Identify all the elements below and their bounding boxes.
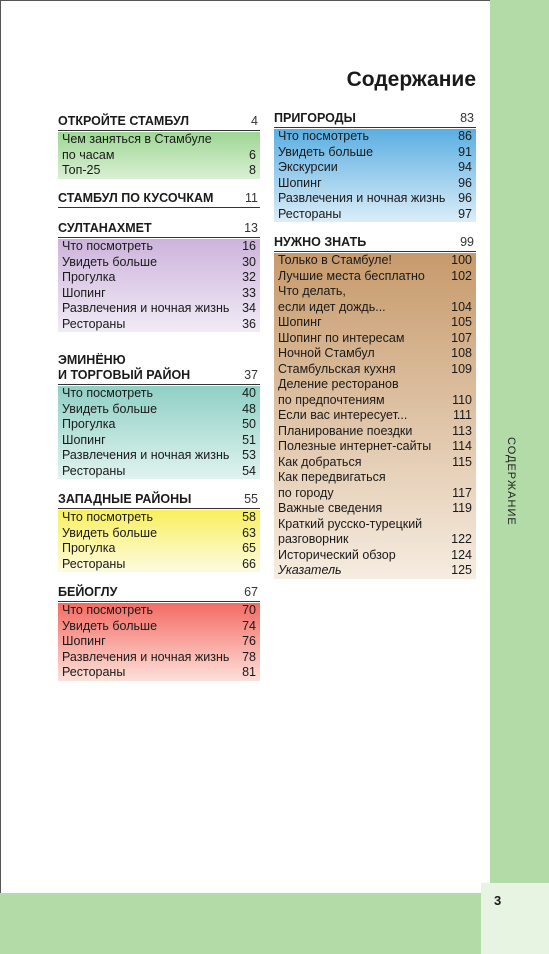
toc-entry-label: Развлечения и ночная жизнь <box>62 649 230 664</box>
toc-entry[interactable] <box>274 377 476 408</box>
toc-entry-page: 109 <box>451 361 472 376</box>
toc-entry[interactable] <box>274 176 476 192</box>
toc-entry[interactable] <box>274 470 476 501</box>
toc-entry[interactable] <box>58 557 260 573</box>
toc-entry[interactable] <box>58 665 260 681</box>
section-page-number: 99 <box>460 235 474 249</box>
toc-entry[interactable] <box>274 145 476 161</box>
toc-entry[interactable] <box>274 548 476 564</box>
section-item-list <box>58 510 260 572</box>
toc-entry[interactable] <box>58 619 260 635</box>
toc-entry-page: 102 <box>451 268 472 283</box>
toc-entry-page: 50 <box>242 417 256 431</box>
toc-entry-label: Прогулка <box>62 541 116 555</box>
toc-entry-page: 66 <box>242 556 256 571</box>
toc-entry[interactable] <box>274 439 476 455</box>
toc-entry-label: Увидеть больше <box>62 618 158 633</box>
toc-entry[interactable] <box>274 284 476 315</box>
toc-entry-label: Шопинг <box>278 315 322 329</box>
toc-entry-page: 117 <box>452 485 472 500</box>
toc-entry[interactable] <box>58 634 260 650</box>
toc-entry-page: 54 <box>242 463 256 478</box>
toc-entry-label: Рестораны <box>62 556 126 571</box>
toc-entry[interactable] <box>58 270 260 286</box>
toc-entry-label: Увидеть больше <box>62 401 158 416</box>
toc-entry-page: 91 <box>458 144 472 159</box>
toc-entry-label: Если вас интересует... <box>278 408 408 422</box>
section-item-list <box>274 129 476 222</box>
toc-entry[interactable] <box>58 386 260 402</box>
toc-entry[interactable] <box>58 526 260 542</box>
toc-entry[interactable] <box>58 255 260 271</box>
toc-entry-label: Что посмотреть <box>62 510 154 524</box>
toc-entry-label: Рестораны <box>62 463 126 478</box>
section-title: ПРИГОРОДЫ <box>274 111 356 125</box>
toc-entry-label: Экскурсии <box>278 160 338 174</box>
toc-entry-label: Деление ресторанов по предпочтениям <box>278 377 399 407</box>
section-title: НУЖНО ЗНАТЬ <box>274 235 367 249</box>
toc-entry[interactable] <box>274 455 476 471</box>
toc-entry-page: 122 <box>451 532 472 546</box>
toc-entry-page: 125 <box>451 563 472 577</box>
toc-entry[interactable] <box>58 448 260 464</box>
toc-entry[interactable] <box>274 563 476 579</box>
toc-section <box>58 191 260 208</box>
section-page-number: 83 <box>460 111 474 125</box>
toc-entry-label: Увидеть больше <box>62 254 158 269</box>
toc-entry-label: Полезные интернет-сайты <box>278 439 432 453</box>
toc-section <box>58 221 260 332</box>
toc-entry-page: 86 <box>458 129 472 143</box>
toc-entry[interactable] <box>274 362 476 378</box>
section-page-number: 55 <box>244 492 258 506</box>
toc-entry-label: Как добраться <box>278 454 362 469</box>
section-title: СУЛТАНАХМЕТ <box>58 221 152 235</box>
section-item-list <box>58 239 260 332</box>
toc-section <box>274 235 476 579</box>
toc-entry[interactable] <box>274 424 476 440</box>
toc-entry-page: 48 <box>242 401 256 416</box>
toc-entry[interactable] <box>274 346 476 362</box>
toc-entry-page: 63 <box>242 525 256 540</box>
toc-entry-page: 16 <box>242 239 256 253</box>
toc-entry-page: 124 <box>451 547 472 562</box>
toc-entry-label: Шопинг <box>62 285 106 300</box>
toc-entry-label: Только в Стамбуле! <box>278 253 392 267</box>
section-page-number: 67 <box>244 585 258 599</box>
toc-entry-page: 51 <box>242 432 256 447</box>
section-page-number: 11 <box>245 191 258 205</box>
toc-entry-label: Что делать, если идет дождь... <box>278 284 386 314</box>
toc-entry-page: 104 <box>451 299 472 314</box>
section-title: ОТКРОЙТЕ СТАМБУЛ <box>58 114 190 128</box>
toc-entry-page: 53 <box>242 448 256 462</box>
toc-entry-page: 97 <box>458 206 472 221</box>
toc-entry[interactable] <box>58 163 260 179</box>
toc-entry[interactable] <box>58 464 260 480</box>
toc-section <box>58 492 260 572</box>
page-title: Содержание <box>346 68 476 91</box>
toc-entry-label: Шопинг <box>62 634 106 648</box>
toc-entry-page: 100 <box>451 253 472 267</box>
toc-entry-label: Указатель <box>278 563 342 577</box>
toc-entry-label: Рестораны <box>62 665 126 679</box>
toc-entry[interactable] <box>58 239 260 255</box>
toc-entry[interactable] <box>58 317 260 333</box>
toc-entry-label: Шопинг по интересам <box>278 330 405 345</box>
toc-section <box>58 353 260 479</box>
section-title: ЭМИНЁНЮ И ТОРГОВЫЙ РАЙОН <box>58 353 191 382</box>
toc-entry[interactable] <box>274 191 476 207</box>
toc-entry-page: 94 <box>458 160 472 174</box>
toc-entry[interactable] <box>58 650 260 666</box>
section-title: СТАМБУЛ ПО КУСОЧКАМ <box>58 191 214 205</box>
toc-entry-label: Увидеть больше <box>62 525 158 540</box>
toc-entry-page: 110 <box>452 392 472 407</box>
toc-entry-page: 107 <box>451 330 472 345</box>
toc-entry-label: Шопинг <box>278 175 322 190</box>
toc-entry-label: Что посмотреть <box>62 603 154 617</box>
toc-entry-page: 96 <box>458 175 472 190</box>
toc-entry-page: 30 <box>242 254 256 269</box>
toc-entry-label: Что посмотреть <box>62 239 154 253</box>
toc-entry[interactable] <box>274 253 476 269</box>
toc-entry-page: 76 <box>242 634 256 648</box>
page-number: 3 <box>494 893 502 908</box>
toc-entry-page: 78 <box>242 649 256 664</box>
section-item-list <box>274 253 476 579</box>
toc-entry-label: Рестораны <box>278 206 342 221</box>
toc-entry[interactable] <box>58 301 260 317</box>
toc-entry-label: Топ-25 <box>62 163 101 177</box>
toc-entry-label: Планирование поездки <box>278 423 413 438</box>
toc-entry-page: 119 <box>452 501 472 515</box>
toc-entry-label: Развлечения и ночная жизнь <box>278 191 446 205</box>
section-heading[interactable] <box>58 585 260 602</box>
toc-entry[interactable] <box>274 331 476 347</box>
toc-entry[interactable] <box>274 129 476 145</box>
section-page-number: 13 <box>244 221 258 235</box>
toc-entry[interactable] <box>58 541 260 557</box>
toc-entry-label: Как передвигаться по городу <box>278 470 386 500</box>
toc-entry[interactable] <box>274 160 476 176</box>
toc-entry[interactable] <box>274 408 476 424</box>
toc-entry-page: 33 <box>242 285 256 300</box>
toc-entry-page: 111 <box>452 408 472 422</box>
section-item-list <box>58 386 260 479</box>
toc-entry-page: 114 <box>452 439 472 453</box>
toc-entry-page: 65 <box>242 541 256 555</box>
toc-entry[interactable] <box>58 132 260 163</box>
toc-entry[interactable] <box>274 501 476 517</box>
section-heading[interactable] <box>274 111 476 128</box>
section-heading[interactable] <box>58 353 260 385</box>
section-heading[interactable] <box>274 235 476 252</box>
toc-entry[interactable] <box>58 510 260 526</box>
section-page-number: 37 <box>244 368 258 382</box>
toc-entry-page: 81 <box>242 665 256 679</box>
toc-entry-page: 108 <box>451 346 472 360</box>
toc-entry-page: 6 <box>249 147 256 162</box>
toc-entry-label: Исторический обзор <box>278 547 396 562</box>
toc-entry[interactable] <box>274 207 476 223</box>
toc-entry-label: Ночной Стамбул <box>278 346 375 360</box>
toc-entry-label: Что посмотреть <box>278 129 370 143</box>
toc-entry-page: 32 <box>242 270 256 284</box>
section-item-list <box>58 132 260 179</box>
toc-entry-label: Рестораны <box>62 316 126 331</box>
section-heading[interactable] <box>58 191 260 208</box>
toc-entry-page: 36 <box>242 316 256 331</box>
toc-entry-label: Развлечения и ночная жизнь <box>62 301 230 315</box>
toc-entry-label: Шопинг <box>62 432 106 447</box>
toc-entry-label: Развлечения и ночная жизнь <box>62 448 230 462</box>
toc-entry-page: 74 <box>242 618 256 633</box>
section-page-number: 4 <box>251 114 258 128</box>
toc-entry-page: 105 <box>451 315 472 329</box>
toc-entry-page: 58 <box>242 510 256 524</box>
toc-entry-page: 70 <box>242 603 256 617</box>
toc-entry-label: Увидеть больше <box>278 144 374 159</box>
toc-entry-page: 34 <box>242 301 256 315</box>
toc-section <box>58 585 260 681</box>
toc-entry-page: 96 <box>458 191 472 205</box>
toc-entry-page: 40 <box>242 386 256 400</box>
section-heading[interactable] <box>58 492 260 509</box>
toc-entry[interactable] <box>274 269 476 285</box>
toc-entry-label: Стамбульская кухня <box>278 361 396 376</box>
toc-entry[interactable] <box>58 433 260 449</box>
toc-entry[interactable] <box>58 603 260 619</box>
toc-entry-label: Краткий русско-турецкий разговорник <box>278 516 423 546</box>
section-heading[interactable] <box>58 114 260 131</box>
toc-entry[interactable] <box>58 286 260 302</box>
page-number-box <box>481 883 549 954</box>
toc-entry-label: Что посмотреть <box>62 386 154 400</box>
section-title: БЕЙОГЛУ <box>58 585 118 599</box>
toc-entry[interactable] <box>274 315 476 331</box>
toc-entry-label: Важные сведения <box>278 501 383 515</box>
toc-entry-label: Чем заняться в Стамбуле по часам <box>62 132 212 162</box>
toc-entry-label: Лучшие места бесплатно <box>278 268 425 283</box>
toc-entry[interactable] <box>274 517 476 548</box>
toc-entry-label: Прогулка <box>62 270 116 284</box>
toc-entry-page: 8 <box>249 163 256 177</box>
toc-section <box>274 111 476 222</box>
toc-entry-page: 115 <box>452 454 472 469</box>
side-section-label: СОДЕРЖАНИЕ <box>505 437 517 526</box>
toc-entry-page: 113 <box>452 423 472 438</box>
toc-section <box>58 114 260 179</box>
toc-entry[interactable] <box>58 417 260 433</box>
toc-entry[interactable] <box>58 402 260 418</box>
section-item-list <box>58 603 260 681</box>
section-title: ЗАПАДНЫЕ РАЙОНЫ <box>58 492 192 506</box>
bottom-color-band <box>0 893 549 954</box>
toc-entry-label: Прогулка <box>62 417 116 431</box>
section-heading[interactable] <box>58 221 260 238</box>
